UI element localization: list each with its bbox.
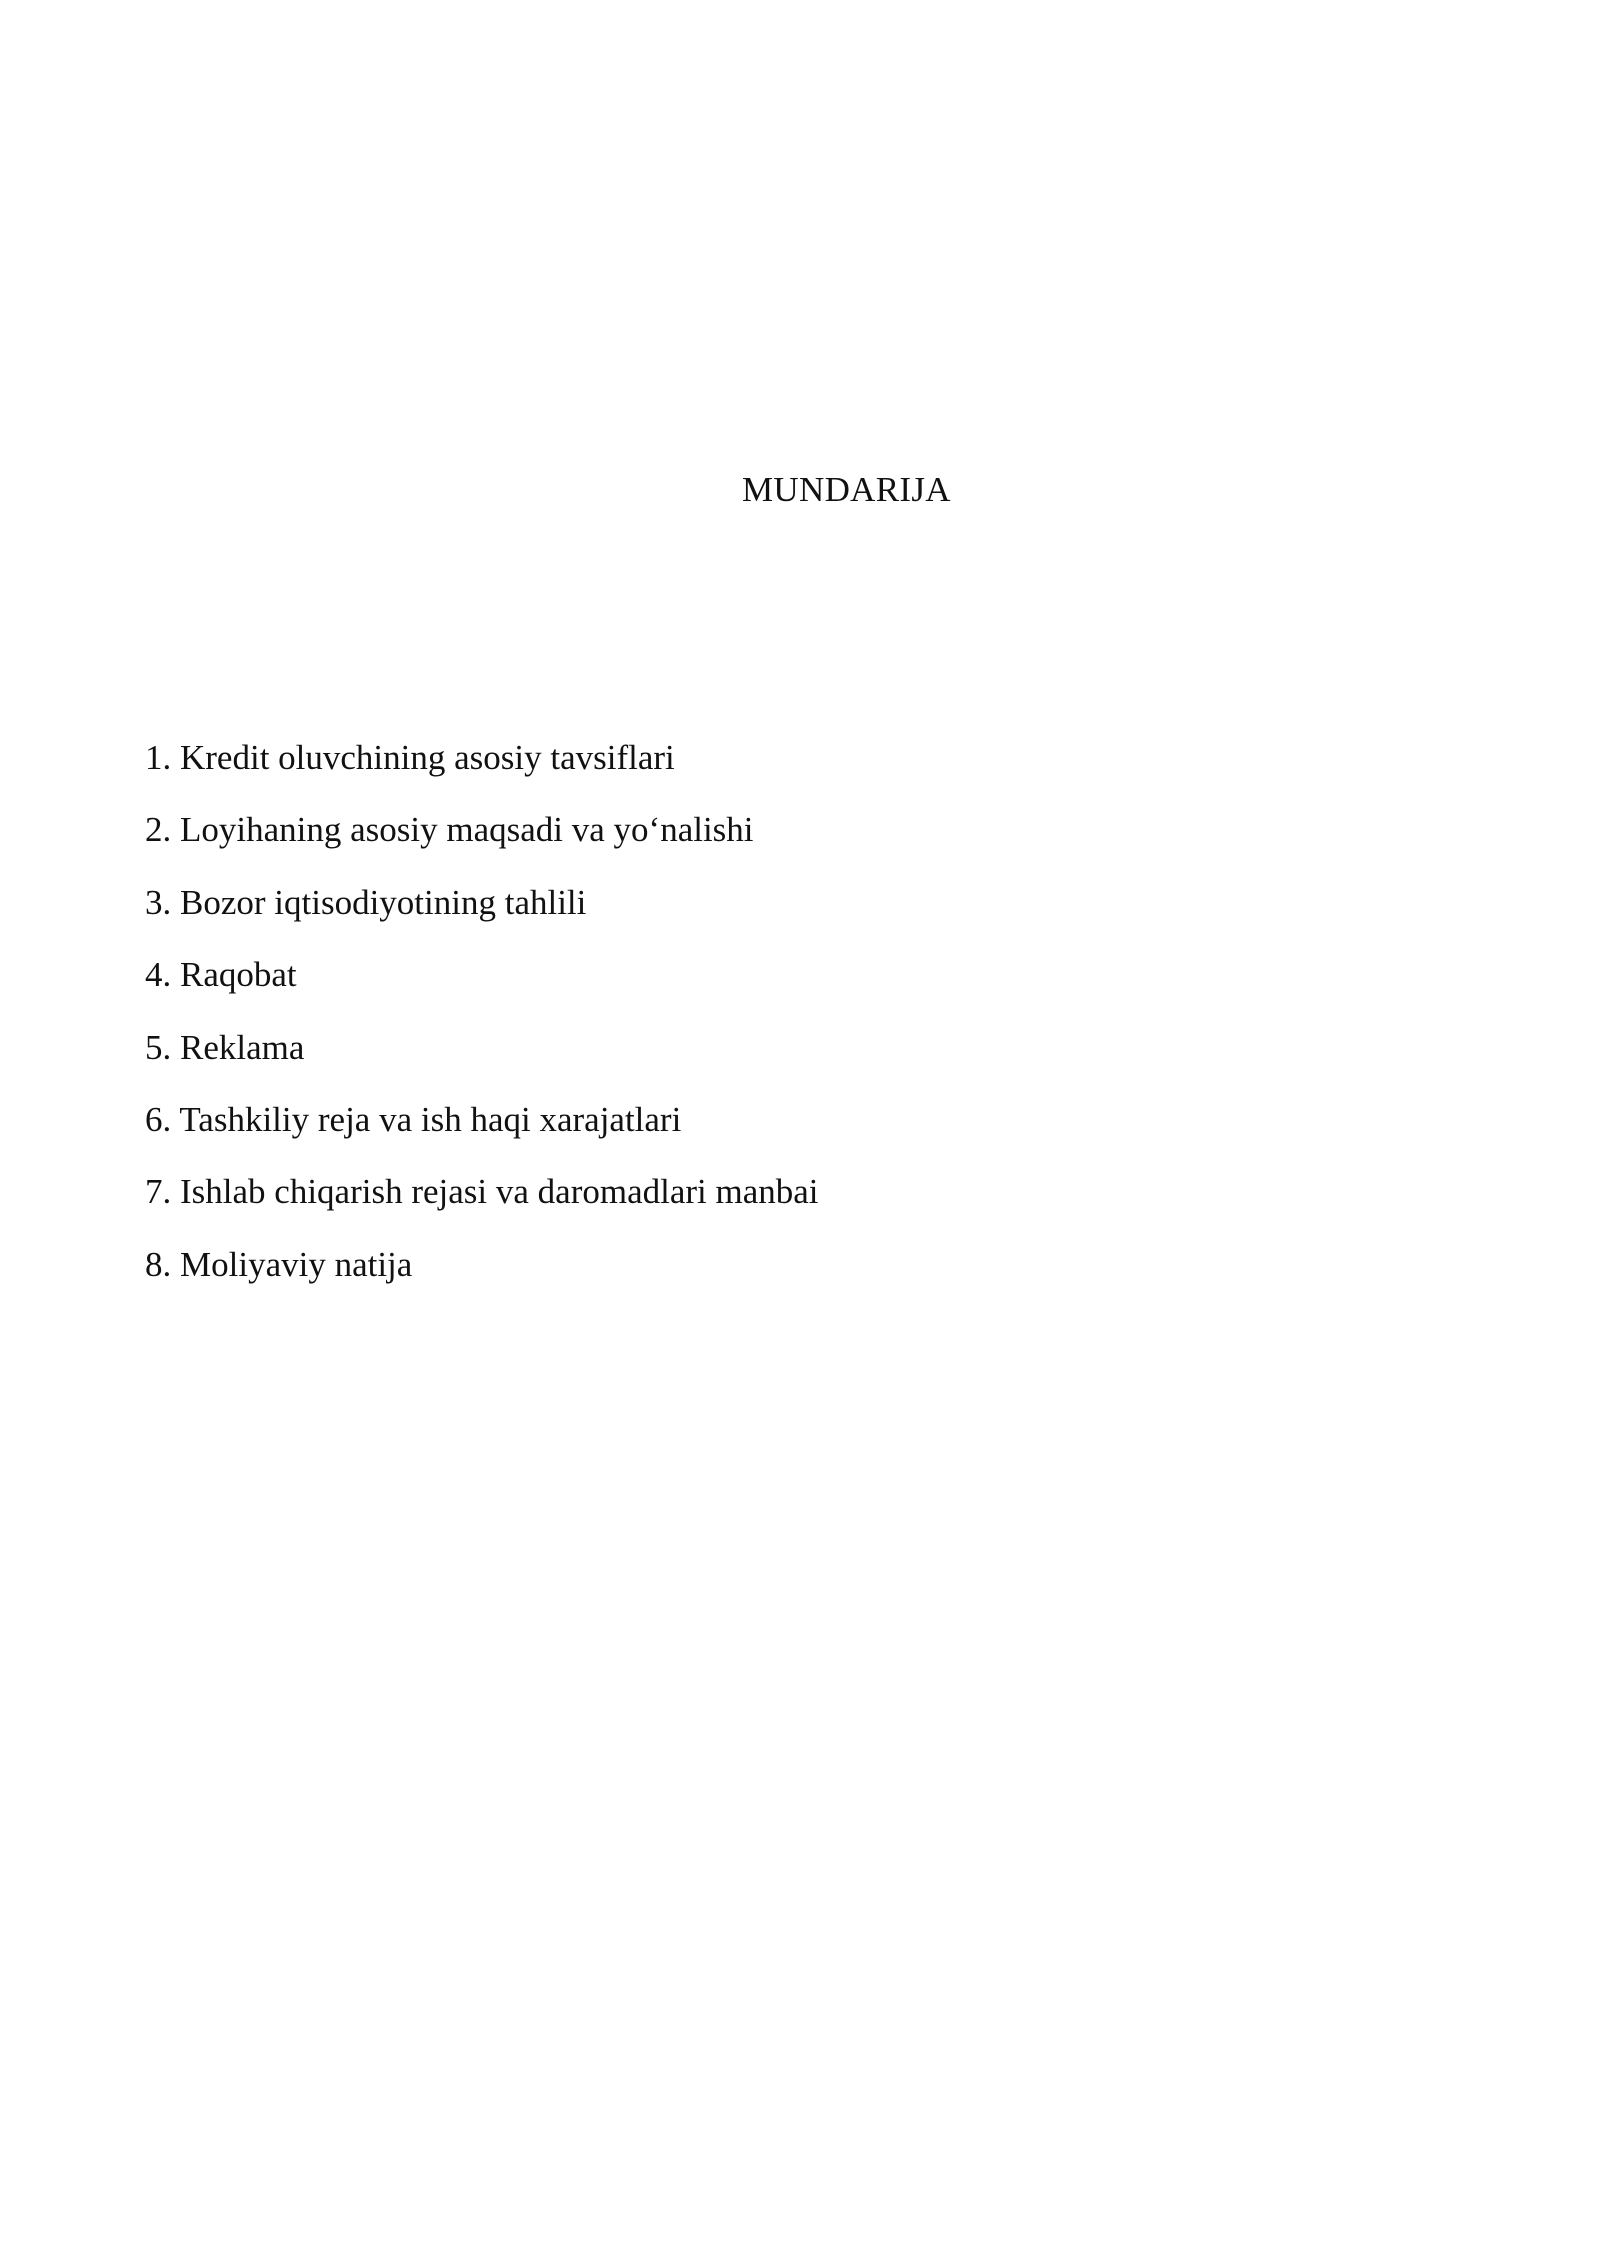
toc-item: 8. Moliyaviy natija — [145, 1244, 413, 1284]
toc-list — [145, 736, 819, 1315]
toc-item: 1. Kredit oluvchining asosiy tavsiflari — [145, 738, 675, 777]
toc-item: 3. Bozor iqtisodiyotining tahlili — [145, 882, 587, 922]
toc-item: 2. Loyihaning asosiy maqsadi va yo‘nalishi — [145, 810, 754, 850]
toc-item: 6. Tashkiliy reja va ish haqi xarajatlari — [145, 1099, 682, 1139]
toc-item: 5. Reklama — [145, 1027, 305, 1067]
toc-item: 4. Raqobat — [145, 955, 297, 995]
toc-title: MUNDARIJA — [742, 470, 951, 509]
toc-item: 7. Ishlab chiqarish rejasi va daromadlari manbai — [145, 1172, 819, 1212]
